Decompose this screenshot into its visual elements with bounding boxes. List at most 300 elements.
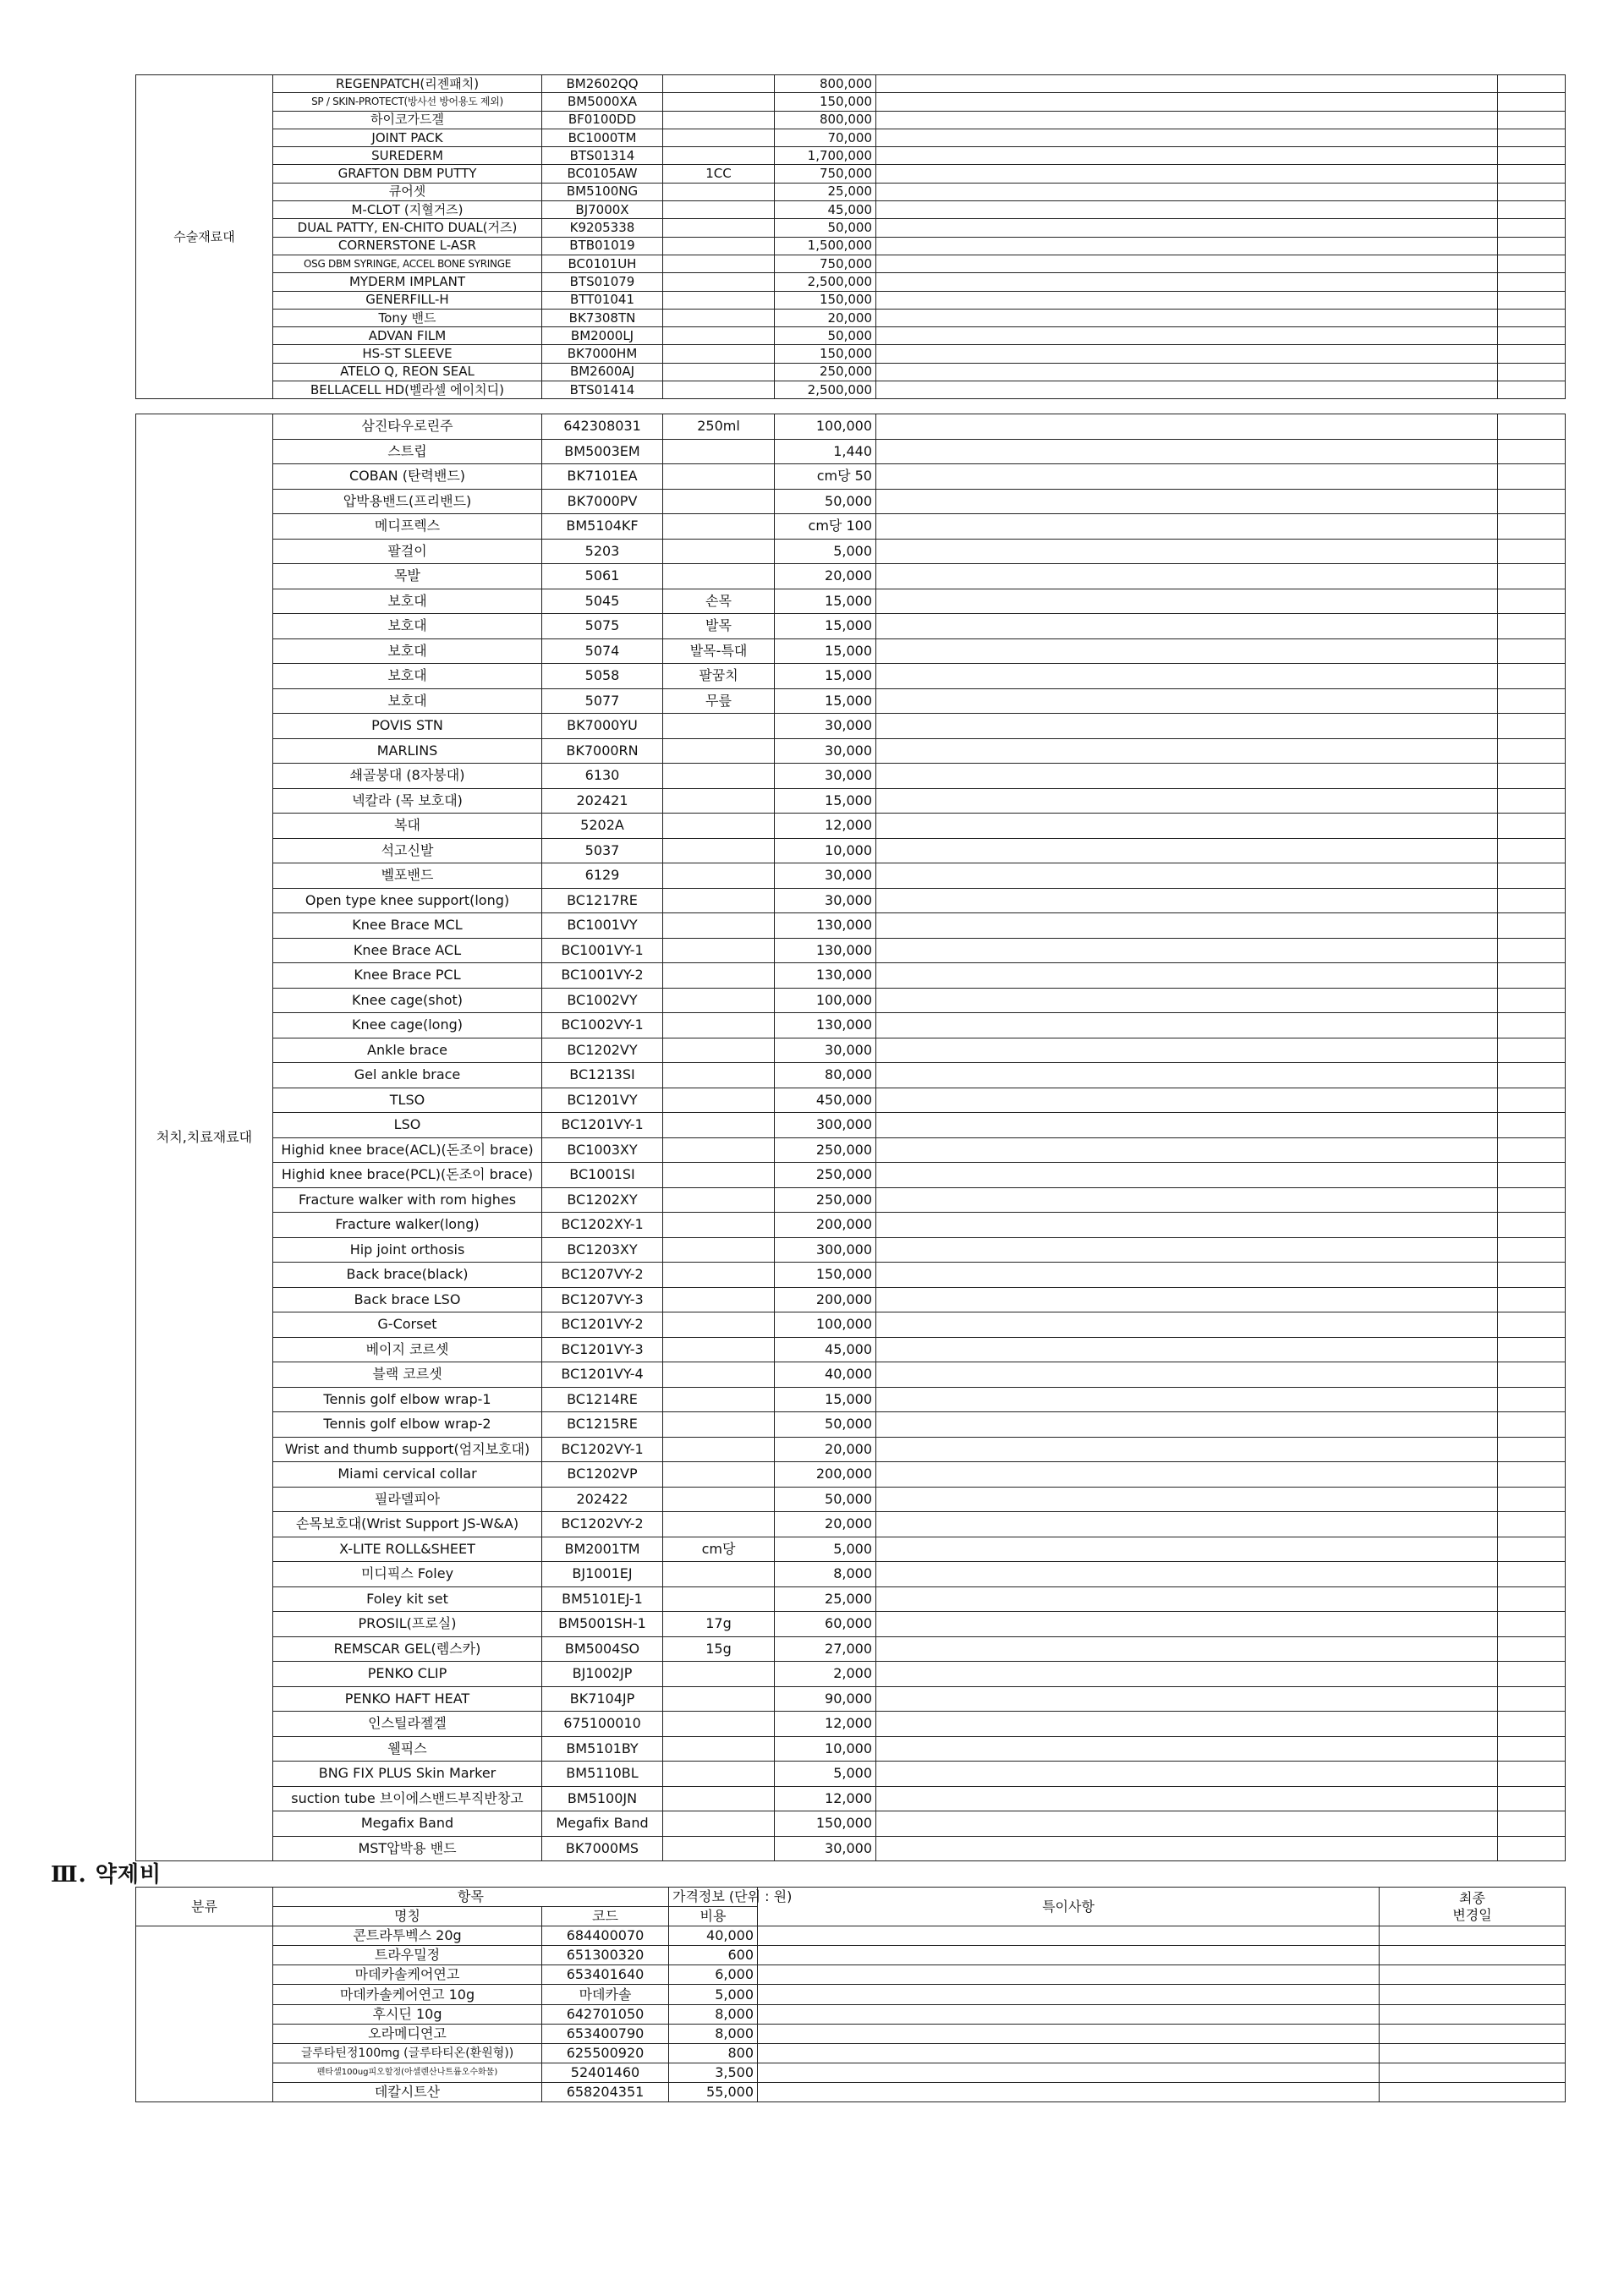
item-special <box>876 963 1498 989</box>
item-name: MST압박용 밴드 <box>273 1836 542 1861</box>
table-row <box>136 237 1566 255</box>
item-special <box>876 291 1498 309</box>
item-code: BK7308TN <box>542 309 663 326</box>
item-name: X-LITE ROLL&SHEET <box>273 1537 542 1562</box>
item-special <box>876 414 1498 440</box>
item-special <box>876 1836 1498 1861</box>
item-code: BTB01019 <box>542 237 663 255</box>
item-price: 15,000 <box>775 614 876 639</box>
item-price: 150,000 <box>775 1811 876 1837</box>
item-special <box>876 1487 1498 1512</box>
item-special <box>876 788 1498 814</box>
item-code: 5075 <box>542 614 663 639</box>
item-price: 200,000 <box>775 1287 876 1312</box>
item-name: 마데카솔케어연고 <box>273 1965 542 1985</box>
item-code: BK7101EA <box>542 464 663 490</box>
item-price: 12,000 <box>775 1786 876 1811</box>
item-price: 10,000 <box>775 1736 876 1762</box>
item-last-changed <box>1498 1163 1566 1188</box>
item-price: 15,000 <box>775 688 876 714</box>
item-price: 30,000 <box>775 714 876 739</box>
item-last-changed <box>1498 1213 1566 1238</box>
item-code: BC1201VY <box>542 1088 663 1113</box>
item-note <box>663 237 775 255</box>
item-price: 100,000 <box>775 988 876 1013</box>
header-code: 코드 <box>542 1907 669 1926</box>
item-note <box>663 764 775 789</box>
item-special <box>876 938 1498 963</box>
item-name: 미디픽스 Foley <box>273 1562 542 1587</box>
category-cell <box>136 1926 273 2102</box>
table-row <box>136 327 1566 345</box>
item-special <box>876 1213 1498 1238</box>
item-code: BK7104JP <box>542 1686 663 1712</box>
item-code: BM5101EJ-1 <box>542 1586 663 1612</box>
item-special <box>758 1965 1380 1985</box>
item-note: 발목 <box>663 614 775 639</box>
item-note: 무릎 <box>663 688 775 714</box>
item-code: BM5000XA <box>542 93 663 111</box>
item-price: 200,000 <box>775 1462 876 1488</box>
table-row <box>136 309 1566 326</box>
item-code: 5074 <box>542 638 663 664</box>
table-row <box>136 1263 1566 1288</box>
item-special <box>876 1063 1498 1088</box>
item-price: 45,000 <box>775 1337 876 1362</box>
item-last-changed <box>1498 1562 1566 1587</box>
item-name: 후시딘 10g <box>273 2004 542 2024</box>
item-note <box>663 514 775 540</box>
item-price: 6,000 <box>669 1965 758 1985</box>
table-row <box>136 1013 1566 1038</box>
item-last-changed <box>1498 1487 1566 1512</box>
table-row <box>136 1636 1566 1662</box>
header-last-changed <box>1380 1888 1566 1926</box>
item-special <box>876 464 1498 490</box>
item-last-changed <box>1498 1762 1566 1787</box>
item-name: suction tube 브이에스밴드부직반창고 <box>273 1786 542 1811</box>
item-special <box>876 165 1498 183</box>
item-name: Hip joint orthosis <box>273 1237 542 1263</box>
item-last-changed <box>1498 1586 1566 1612</box>
item-price: 800 <box>669 2043 758 2063</box>
table-row <box>136 1213 1566 1238</box>
item-code: BC1201VY-2 <box>542 1312 663 1338</box>
item-price: 15,000 <box>775 664 876 689</box>
item-special <box>876 201 1498 219</box>
item-code: BJ7000X <box>542 201 663 219</box>
item-code: BC1215RE <box>542 1412 663 1438</box>
item-code: BC1001VY-2 <box>542 963 663 989</box>
item-code: 202422 <box>542 1487 663 1512</box>
item-price: 150,000 <box>775 1263 876 1288</box>
item-name: 넥칼라 (목 보호대) <box>273 788 542 814</box>
table-row <box>136 255 1566 272</box>
header-last-changed-line2: 변경일 <box>1452 1906 1492 1923</box>
item-note <box>663 219 775 237</box>
item-special <box>876 345 1498 363</box>
item-note <box>663 863 775 889</box>
table-row <box>136 1412 1566 1438</box>
item-note <box>663 309 775 326</box>
item-code: BK7000HM <box>542 345 663 363</box>
item-name: 손목보호대(Wrist Support JS-W&A) <box>273 1512 542 1537</box>
table-row <box>136 963 1566 989</box>
item-code: 5202A <box>542 814 663 839</box>
item-code: 5037 <box>542 838 663 863</box>
item-last-changed <box>1498 764 1566 789</box>
item-last-changed <box>1498 1113 1566 1138</box>
item-name: 오라메디연고 <box>273 2024 542 2043</box>
item-special <box>876 327 1498 345</box>
item-code: BM5004SO <box>542 1636 663 1662</box>
item-code: BTS01079 <box>542 273 663 291</box>
item-note <box>663 738 775 764</box>
item-last-changed <box>1498 838 1566 863</box>
item-last-changed <box>1498 638 1566 664</box>
item-note <box>663 788 775 814</box>
item-code: Megafix Band <box>542 1811 663 1837</box>
table-row <box>136 738 1566 764</box>
item-name: ATELO Q, REON SEAL <box>273 363 542 381</box>
item-last-changed <box>1498 201 1566 219</box>
item-special <box>876 1512 1498 1537</box>
item-code: 653401640 <box>542 1965 669 1985</box>
table-row <box>136 913 1566 939</box>
table-row <box>136 1965 1566 1985</box>
item-special <box>876 514 1498 540</box>
item-special <box>876 1712 1498 1737</box>
item-last-changed <box>1380 1946 1566 1965</box>
item-code: BK7000PV <box>542 489 663 514</box>
item-note <box>663 1836 775 1861</box>
item-name: PENKO HAFT HEAT <box>273 1686 542 1712</box>
item-price: 300,000 <box>775 1237 876 1263</box>
table-row <box>136 93 1566 111</box>
item-price: 800,000 <box>775 75 876 93</box>
item-last-changed <box>1498 589 1566 614</box>
table-row <box>136 1836 1566 1861</box>
item-note: 17g <box>663 1612 775 1637</box>
item-name: Tennis golf elbow wrap-1 <box>273 1387 542 1412</box>
item-last-changed <box>1498 1811 1566 1837</box>
table-row <box>136 381 1566 399</box>
item-special <box>876 1137 1498 1163</box>
item-last-changed <box>1498 255 1566 272</box>
item-code: BC1202VP <box>542 1462 663 1488</box>
item-code: 5058 <box>542 664 663 689</box>
table-row <box>136 489 1566 514</box>
item-note <box>663 539 775 564</box>
item-note <box>663 564 775 589</box>
table-row <box>136 589 1566 614</box>
table-row <box>136 638 1566 664</box>
item-special <box>876 1387 1498 1412</box>
item-special <box>876 888 1498 913</box>
item-name: 인스틸라젤겔 <box>273 1712 542 1737</box>
item-last-changed <box>1498 165 1566 183</box>
table-row <box>136 1462 1566 1488</box>
item-price: 8,000 <box>669 2024 758 2043</box>
item-last-changed <box>1498 963 1566 989</box>
table-row <box>136 75 1566 93</box>
section-title-medication: Ⅲ. 약제비 <box>51 1862 162 1888</box>
table-row <box>136 714 1566 739</box>
table-row <box>136 1237 1566 1263</box>
item-note: 팔꿈치 <box>663 664 775 689</box>
item-code: BC1001VY <box>542 913 663 939</box>
item-last-changed <box>1498 489 1566 514</box>
table-row <box>136 1312 1566 1338</box>
item-note: cm당 <box>663 1537 775 1562</box>
table-row <box>136 201 1566 219</box>
item-special <box>876 1586 1498 1612</box>
item-special <box>876 489 1498 514</box>
table-row <box>136 1137 1566 1163</box>
item-note <box>663 291 775 309</box>
item-price: 8,000 <box>775 1562 876 1587</box>
table-row <box>136 2063 1566 2082</box>
item-name: 쇄골붕대 (8자붕대) <box>273 764 542 789</box>
item-name: Knee cage(long) <box>273 1013 542 1038</box>
item-special <box>876 1786 1498 1811</box>
item-name: 트라우밀정 <box>273 1946 542 1965</box>
item-code: BC1207VY-3 <box>542 1287 663 1312</box>
item-price: 1,500,000 <box>775 237 876 255</box>
item-code: BTT01041 <box>542 291 663 309</box>
item-last-changed <box>1498 988 1566 1013</box>
item-price: 12,000 <box>775 1712 876 1737</box>
table-row <box>136 888 1566 913</box>
item-price: 750,000 <box>775 165 876 183</box>
item-code: BC1000TM <box>542 129 663 146</box>
item-price: 30,000 <box>775 1836 876 1861</box>
item-price: 30,000 <box>775 738 876 764</box>
item-last-changed <box>1498 309 1566 326</box>
item-special <box>876 863 1498 889</box>
item-last-changed <box>1498 1287 1566 1312</box>
item-last-changed <box>1380 2063 1566 2082</box>
item-name: SP / SKIN-PROTECT(방사선 방어용도 제외) <box>273 93 542 111</box>
item-special <box>876 1287 1498 1312</box>
item-code: K9205338 <box>542 219 663 237</box>
item-name: 보호대 <box>273 589 542 614</box>
item-last-changed <box>1498 1836 1566 1861</box>
item-special <box>876 1612 1498 1637</box>
item-last-changed <box>1498 1337 1566 1362</box>
item-code: BM5110BL <box>542 1762 663 1787</box>
item-code: BJ1002JP <box>542 1662 663 1687</box>
item-last-changed <box>1498 291 1566 309</box>
item-code: 658204351 <box>542 2082 669 2101</box>
item-note <box>663 1662 775 1687</box>
item-price: 250,000 <box>775 1137 876 1163</box>
item-note <box>663 1337 775 1362</box>
item-note <box>663 888 775 913</box>
item-code: BC1001VY-1 <box>542 938 663 963</box>
item-code: BC1214RE <box>542 1387 663 1412</box>
item-price: 20,000 <box>775 309 876 326</box>
item-code: BC1203XY <box>542 1237 663 1263</box>
item-name: Gel ankle brace <box>273 1063 542 1088</box>
item-last-changed <box>1498 614 1566 639</box>
item-code: BC1003XY <box>542 1137 663 1163</box>
item-note <box>663 93 775 111</box>
item-price: 130,000 <box>775 913 876 939</box>
item-code: BC1202VY <box>542 1038 663 1063</box>
item-note <box>663 464 775 490</box>
item-special <box>876 988 1498 1013</box>
item-code: 675100010 <box>542 1712 663 1737</box>
item-price: 800,000 <box>775 111 876 129</box>
item-note <box>663 129 775 146</box>
item-code: 6130 <box>542 764 663 789</box>
table-row <box>136 147 1566 165</box>
item-name: REMSCAR GEL(렘스카) <box>273 1636 542 1662</box>
table-row <box>136 1187 1566 1213</box>
surgical-materials-table <box>135 74 1566 399</box>
item-name: Knee cage(shot) <box>273 988 542 1013</box>
item-price: 45,000 <box>775 201 876 219</box>
item-special <box>876 363 1498 381</box>
item-code: BM5104KF <box>542 514 663 540</box>
item-special <box>876 1636 1498 1662</box>
item-name: 복대 <box>273 814 542 839</box>
table-row <box>136 1811 1566 1837</box>
item-special <box>876 1537 1498 1562</box>
item-name: Highid knee brace(PCL)(돈조이 brace) <box>273 1163 542 1188</box>
item-name: 베이지 코르셋 <box>273 1337 542 1362</box>
item-note: 발목-특대 <box>663 638 775 664</box>
item-special <box>876 309 1498 326</box>
item-special <box>876 614 1498 639</box>
item-code: BC1202VY-2 <box>542 1512 663 1537</box>
item-code: BC1002VY-1 <box>542 1013 663 1038</box>
table-row <box>136 1437 1566 1462</box>
item-last-changed <box>1498 439 1566 464</box>
table-row <box>136 514 1566 540</box>
table-row <box>136 2043 1566 2063</box>
table-row <box>136 464 1566 490</box>
item-last-changed <box>1380 2004 1566 2024</box>
item-price: 50,000 <box>775 1487 876 1512</box>
item-code: 5203 <box>542 539 663 564</box>
item-note <box>663 1512 775 1537</box>
item-code: BC1207VY-2 <box>542 1263 663 1288</box>
item-code: BC0101UH <box>542 255 663 272</box>
item-note <box>663 201 775 219</box>
item-name: TLSO <box>273 1088 542 1113</box>
item-price: 20,000 <box>775 1512 876 1537</box>
item-price: 5,000 <box>775 1762 876 1787</box>
item-special <box>876 664 1498 689</box>
table-row <box>136 788 1566 814</box>
item-price: 60,000 <box>775 1612 876 1637</box>
item-last-changed <box>1498 1462 1566 1488</box>
item-price: 55,000 <box>669 2082 758 2101</box>
table-row <box>136 1038 1566 1063</box>
item-last-changed <box>1498 1512 1566 1537</box>
item-code: BC1202VY-1 <box>542 1437 663 1462</box>
item-price: 250,000 <box>775 1163 876 1188</box>
item-special <box>876 1462 1498 1488</box>
item-special <box>876 764 1498 789</box>
item-price: 70,000 <box>775 129 876 146</box>
item-price: 8,000 <box>669 2004 758 2024</box>
item-last-changed <box>1498 219 1566 237</box>
item-last-changed <box>1498 688 1566 714</box>
table-row <box>136 414 1566 440</box>
item-note <box>663 1287 775 1312</box>
item-code: 684400070 <box>542 1926 669 1946</box>
item-last-changed <box>1498 93 1566 111</box>
item-note <box>663 1762 775 1787</box>
item-name: PENKO CLIP <box>273 1662 542 1687</box>
item-special <box>876 738 1498 764</box>
header-name: 명칭 <box>273 1907 542 1926</box>
item-price: 50,000 <box>775 219 876 237</box>
item-price: 15,000 <box>775 788 876 814</box>
item-last-changed <box>1498 414 1566 440</box>
item-price: 25,000 <box>775 183 876 200</box>
item-special <box>876 381 1498 399</box>
item-note <box>663 147 775 165</box>
item-special <box>876 1412 1498 1438</box>
item-note <box>663 1712 775 1737</box>
item-note <box>663 938 775 963</box>
item-note <box>663 714 775 739</box>
item-name: Highid knee brace(ACL)(돈조이 brace) <box>273 1137 542 1163</box>
item-name: Fracture walker with rom highes <box>273 1187 542 1213</box>
item-code: BTS01314 <box>542 147 663 165</box>
item-special <box>876 129 1498 146</box>
item-price: 100,000 <box>775 1312 876 1338</box>
table-row <box>136 988 1566 1013</box>
item-special <box>876 688 1498 714</box>
item-note <box>663 75 775 93</box>
item-price: 30,000 <box>775 1038 876 1063</box>
item-price: 1,440 <box>775 439 876 464</box>
item-name: GRAFTON DBM PUTTY <box>273 165 542 183</box>
item-name: 메디프렉스 <box>273 514 542 540</box>
item-last-changed <box>1498 1237 1566 1263</box>
item-name: 마데카솔케어연고 10g <box>273 1985 542 2004</box>
item-special <box>876 589 1498 614</box>
item-price: 10,000 <box>775 838 876 863</box>
item-special <box>876 564 1498 589</box>
item-special <box>876 93 1498 111</box>
item-note <box>663 1487 775 1512</box>
table-row <box>136 363 1566 381</box>
item-special <box>758 2082 1380 2101</box>
item-note <box>663 1686 775 1712</box>
item-special <box>876 75 1498 93</box>
item-price: 12,000 <box>775 814 876 839</box>
item-code: 5045 <box>542 589 663 614</box>
item-code: BC1001SI <box>542 1163 663 1188</box>
item-code: BC0105AW <box>542 165 663 183</box>
item-name: LSO <box>273 1113 542 1138</box>
item-last-changed <box>1498 514 1566 540</box>
item-code: BC1201VY-1 <box>542 1113 663 1138</box>
item-special <box>876 638 1498 664</box>
table-row <box>136 664 1566 689</box>
table-row <box>136 1113 1566 1138</box>
item-last-changed <box>1498 464 1566 490</box>
item-note <box>663 327 775 345</box>
table-row <box>136 439 1566 464</box>
item-price: 5,000 <box>669 1985 758 2004</box>
